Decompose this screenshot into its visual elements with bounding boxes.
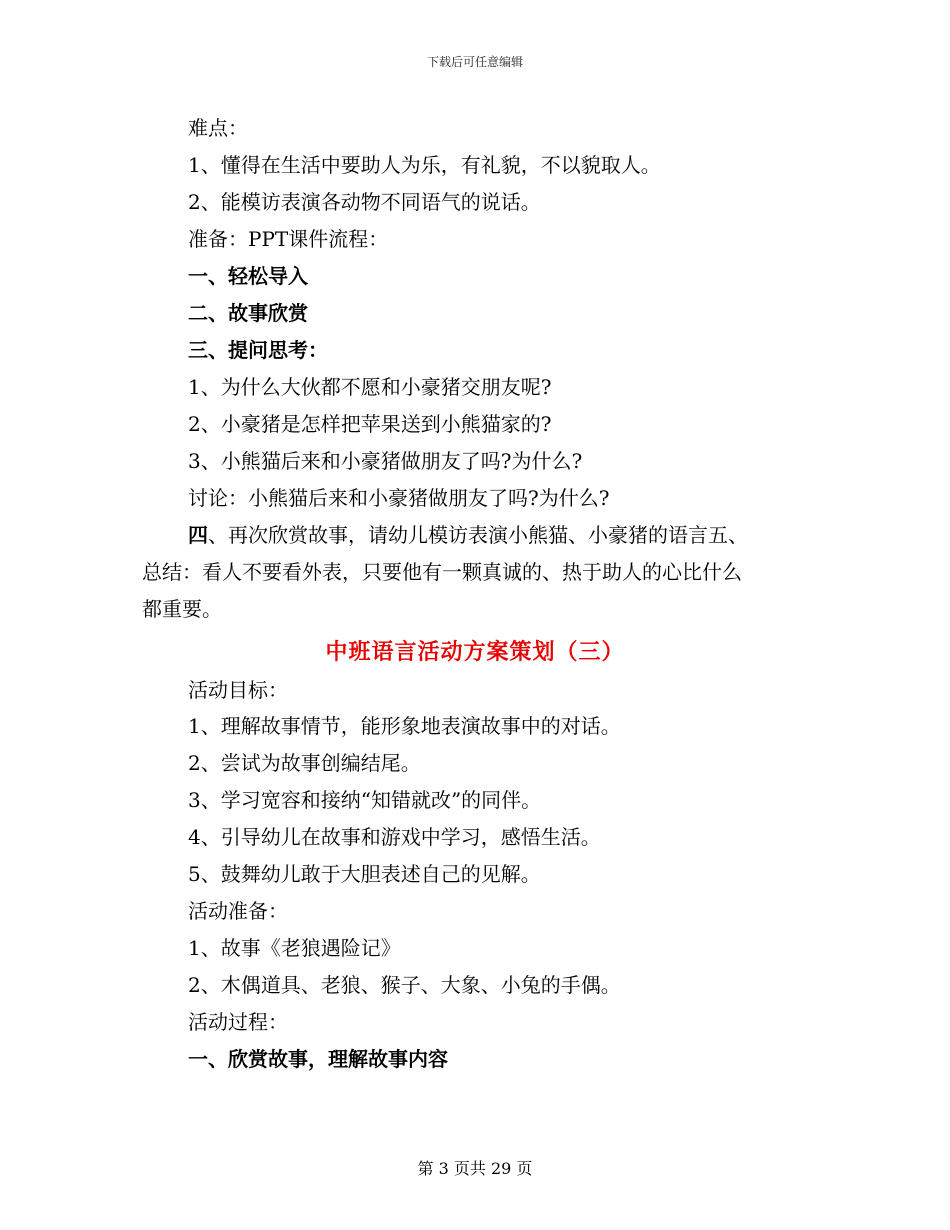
preparation-line: 准备：PPT课件流程： <box>188 227 389 251</box>
step-heading-3: 三、提问思考： <box>188 338 328 362</box>
step-4-line-3: 都重要。 <box>142 597 222 621</box>
step-heading-1: 一、轻松导入 <box>188 264 308 288</box>
step-4-text: 、再次欣赏故事，请幼儿模访表演小熊猫、小豪猪的语言五、 <box>208 523 748 547</box>
prep-item-2: 2、木偶道具、老狼、猴子、大象、小兔的手偶。 <box>188 973 621 997</box>
prep-label: 活动准备： <box>188 899 288 923</box>
prep-item-1: 1、故事《老狼遇险记》 <box>188 936 401 960</box>
step-4-label: 四 <box>188 523 208 547</box>
page-header: 下载后可任意编辑 <box>426 55 523 69</box>
page-footer: 第 3 页共 29 页 <box>417 1159 533 1178</box>
process-step-1: 一、欣赏故事，理解故事内容 <box>188 1047 448 1071</box>
step-4-line-1 <box>188 523 748 547</box>
goal-item-3: 3、学习宽容和接纳“知错就改”的同伴。 <box>188 788 542 812</box>
process-label: 活动过程： <box>188 1010 288 1034</box>
question-3: 3、小熊猫后来和小豪猪做朋友了吗?为什么? <box>188 449 583 473</box>
goals-label: 活动目标： <box>188 678 288 702</box>
difficulty-item-2: 2、能模访表演各动物不同语气的说话。 <box>188 190 541 214</box>
question-1: 1、为什么大伙都不愿和小豪猪交朋友呢? <box>188 375 552 399</box>
goal-item-5: 5、鼓舞幼儿敢于大胆表述自己的见解。 <box>188 862 541 886</box>
step-heading-2: 二、故事欣赏 <box>188 301 308 325</box>
section-title: 中班语言活动方案策划（三） <box>325 639 625 665</box>
goal-item-1: 1、理解故事情节，能形象地表演故事中的对话。 <box>188 714 621 738</box>
question-2: 2、小豪猪是怎样把苹果送到小熊猫家的? <box>188 412 552 436</box>
difficulty-label: 难点： <box>188 116 248 140</box>
step-4-line-2: 总结：看人不要看外表，只要他有一颗真诚的、热于助人的心比什么 <box>142 560 742 584</box>
goal-item-2: 2、尝试为故事创编结尾。 <box>188 751 421 775</box>
difficulty-item-1: 1、懂得在生活中要助人为乐，有礼貌，不以貌取人。 <box>188 153 661 177</box>
discussion-line: 讨论：小熊猫后来和小豪猪做朋友了吗?为什么? <box>188 486 610 510</box>
goal-item-4: 4、引导幼儿在故事和游戏中学习，感悟生活。 <box>188 825 601 849</box>
